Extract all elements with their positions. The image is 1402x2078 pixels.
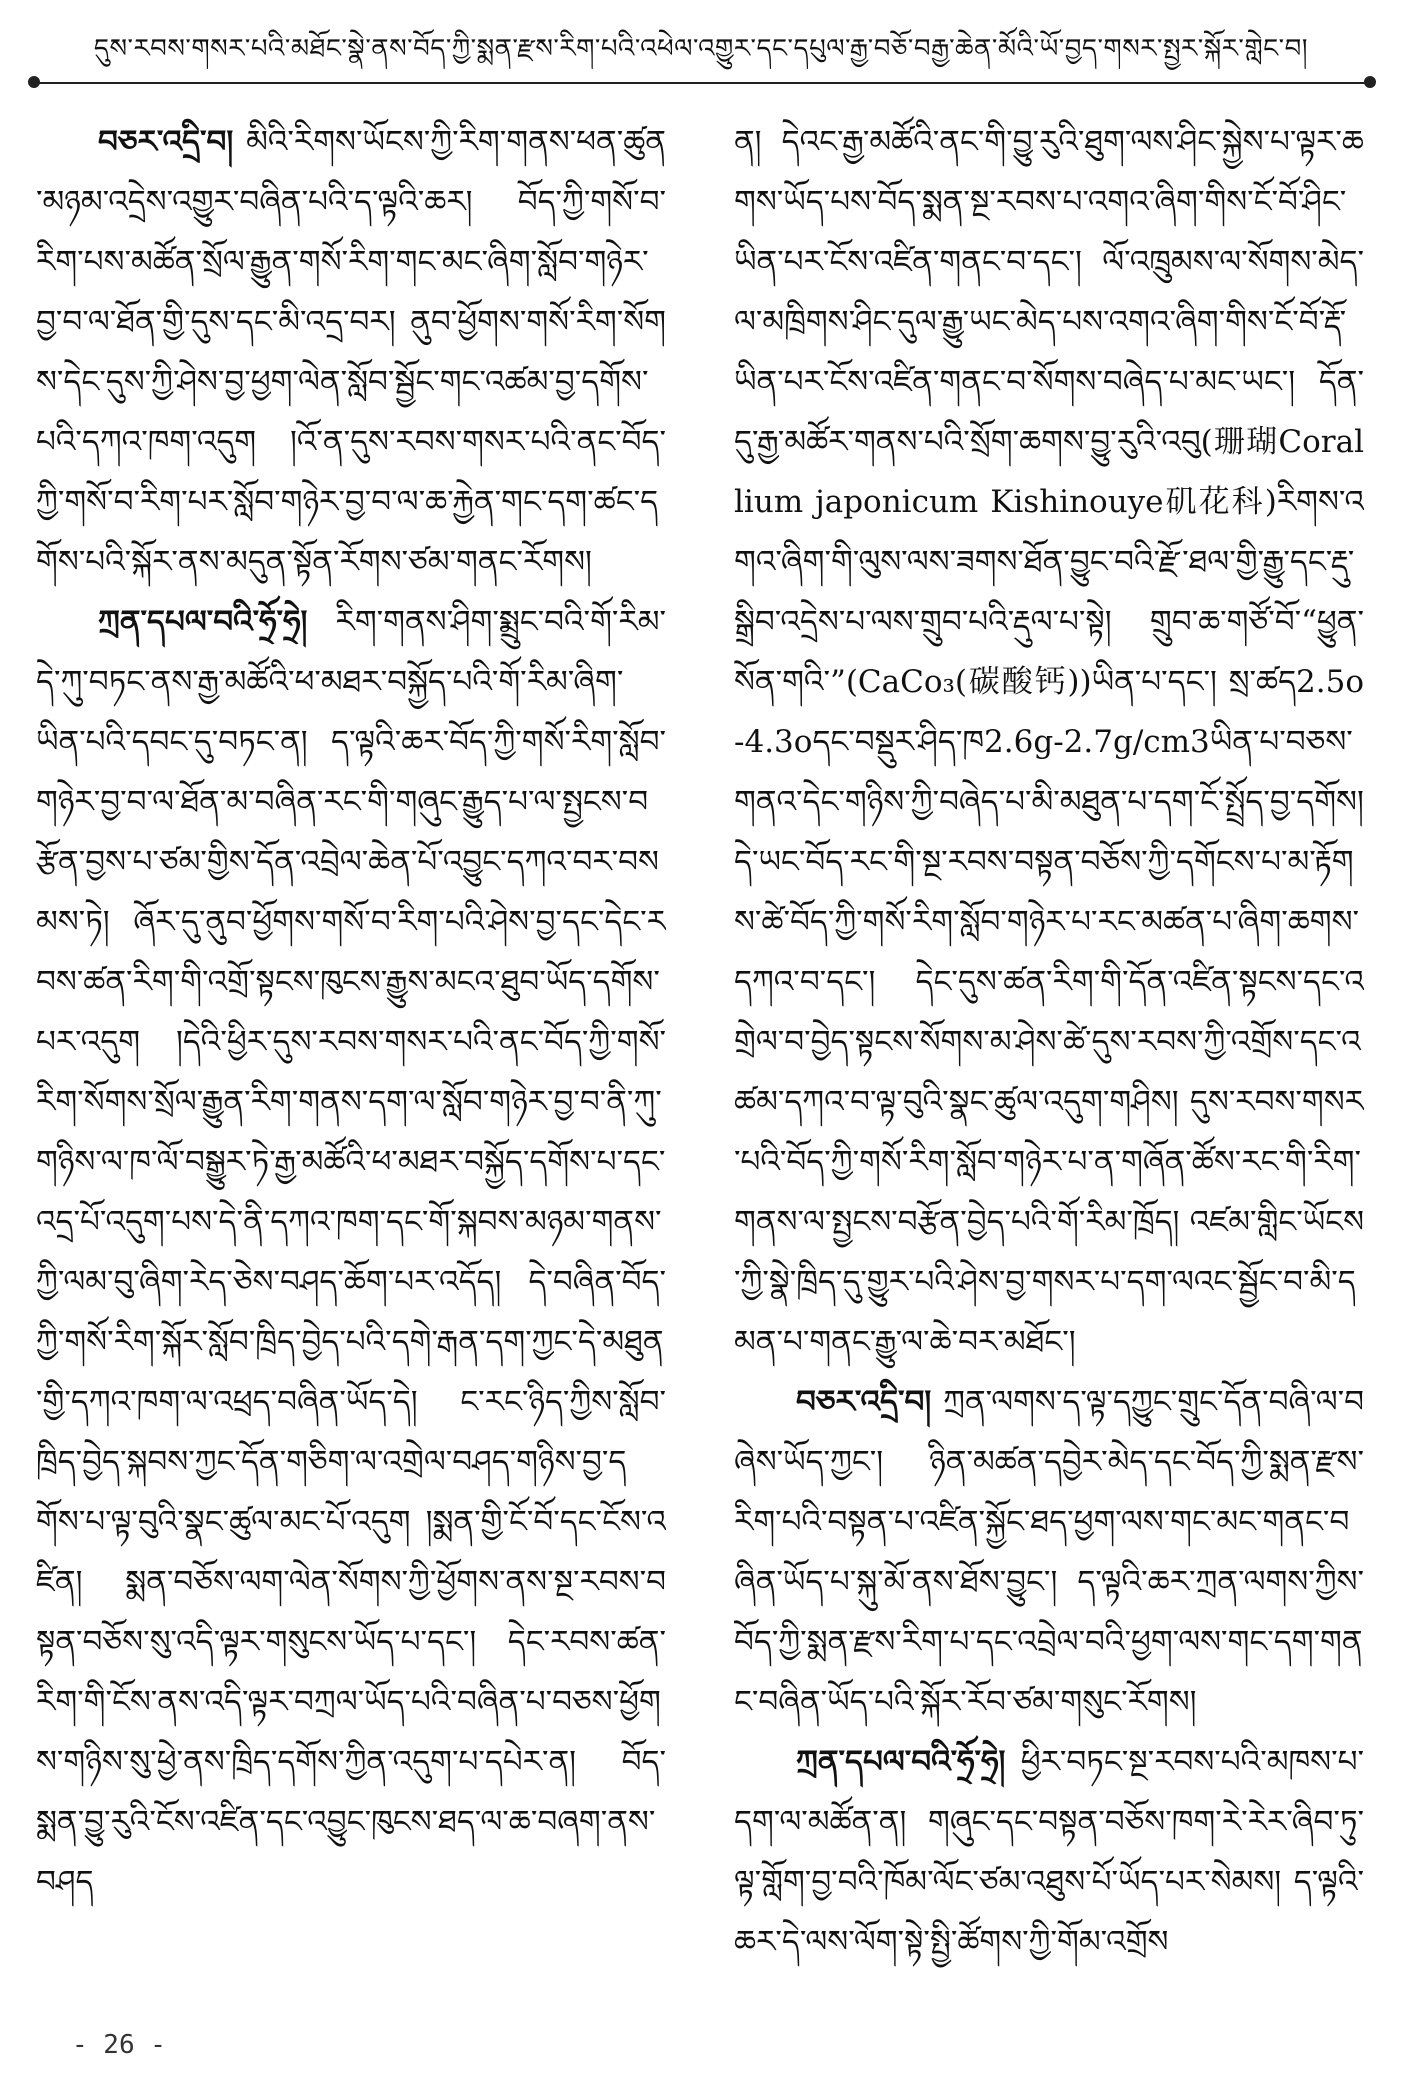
- speaker-label: ཀྲན་དཔལ་བའི་ཧྲོ་ཧྲེ།: [796, 1744, 1006, 1780]
- paragraph-text: རིག་གནས་ཤིག་སྨྲུང་བའི་གོ་རིམ་དེ་ཀུ་བཏང་ནས་རྒྱ་མཚོའི་ཕ་མཐར་བསྐྱོད་པའི་གོ་རིམ་ཞིག་ཡིན་པའི་དབང་དུ་བཏང་ན། ད་ལྟའི་ཆར་བོད་ཀྱི་གསོ་རིག་སློབ་གཉེར་བྱ་བ་ལ་ཐོན་མ་བཞིན་རང་གི་གཞུང་རྒྱུད་པ་ལ་སྤྱངས་བརྩོན་བྱས་པ་ཙམ་གྱིས་དོན་འབྲེལ་ཆེན་པོ་འབྱུང་དཀའ་བར་བསམས་ཏེ། ཞོར་དུ་ནུབ་ཕྱོགས་གསོ་བ་རིག་པའི་ཤེས་བྱ་དང་དེང་རབས་ཚན་རིག་གི་འགྲོ་སྟངས་ཁུངས་རྒྱུས་མངའ་ཐུབ་ཡོད་དགོས་པར་འདུག །དེའི་ཕྱིར་དུས་རབས་གསར་པའི་ནང་བོད་ཀྱི་གསོ་རིག་སོགས་སྲོལ་རྒྱུན་རིག་གནས་དག་ལ་སློབ་གཉེར་བྱ་བ་ནི་ཀུ་གཉིས་ལ་ཁ་ལོ་བསྒྱུར་ཏེ་རྒྱ་མཚོའི་ཕ་མཐར་བསྐྱོད་དགོས་པ་དང་འདྲ་པོ་འདུག་པས་དེ་ནི་དཀའ་ཁག་དང་གོ་སྐབས་མཉམ་གནས་ཀྱི་ལམ་བུ་ཞིག་རེད་ཅེས་བཤད་ཆོག་པར་འདོད། དེ་བཞིན་བོད་ཀྱི་གསོ་རིག་སྐོར་སློབ་ཁྲིད་བྱེད་པའི་དགེ་རྒན་དག་ཀྱང་དེ་མཐུན་གྱི་དཀའ་ཁག་ལ་འཕྲད་བཞིན་ཡོད་དེ། ང་རང་ཉིད་ཀྱིས་སློབ་ཁྲིད་བྱེད་སྐབས་ཀྱང་དོན་གཅིག་ལ་འགྲེལ་བཤད་གཉིས་བྱ་དགོས་པ་ལྟ་བུའི་སྣང་ཚུལ་མང་པོ་འདུག །སྨན་གྱི་ངོ་བོ་དང་ངོས་འཛིན། སྨན་བཅོས་ལག་ལེན་སོགས་ཀྱི་ཕྱོགས་ནས་སྔ་རབས་བསྟན་བཅོས་སུ་འདི་ལྟར་གསུངས་ཡོད་པ་དང་། དེང་རབས་ཚན་རིག་གི་ངོས་ནས་འདི་ལྟར་བཀྲལ་ཡོད་པའི་བཞིན་པ་བཅས་ཕྱོགས་གཉིས་སུ་ཕྱེ་ནས་ཁྲིད་དགོས་ཀྱིན་འདུག་པ་དཔེར་ན། བོད་སྨན་བྱུ་རུའི་ངོས་འཛིན་དང་འབྱུང་ཁུངས་ཐད་ལ་ཆ་བཞག་ནས་བཤད: [36, 604, 666, 1900]
- paragraph: [734, 1372, 1364, 1732]
- speaker-label: ཀྲན་དཔལ་བའི་ཧྲོ་ཧྲེ།: [98, 604, 308, 640]
- paragraph: [734, 112, 1364, 1372]
- rule-end-dot-left: [28, 76, 40, 88]
- paragraph-text: ཕྱིར་བཏང་སྔ་རབས་པའི་མཁས་པ་དག་ལ་མཚོན་ན། གཞུང་དང་བསྟན་བཅོས་ཁག་རེ་རེར་ཞིབ་ཏུ་ལྟ་གློག་བྱ་བའི་ཁོམ་ལོང་ཙམ་འཐུས་པོ་ཡོད་པར་སེམས། ད་ལྟའི་ཆར་དེ་ལས་ལོག་སྟེ་སྤྱི་ཚོགས་ཀྱི་གོམ་འགྲོས: [734, 1744, 1364, 1960]
- paragraph: [36, 112, 666, 592]
- paragraph-text: ན། དེའང་རྒྱ་མཚོའི་ནང་གི་བྱུ་རུའི་ཐུག་ལས་ཤིང་སྐྱེས་པ་ལྟར་ཆགས་ཡོད་པས་བོད་སྨན་སྔ་རབས་པ་འགའ་ཞིག་གིས་ངོ་བོ་ཤིང་ཡིན་པར་ངོས་འཛིན་གནང་བ་དང་། ལོ་འཁྲུམས་ལ་སོགས་མེད་ལ་མཁྲིགས་ཤིང་དུལ་རྒྱུ་ཡང་མེད་པས་འགའ་ཞིག་གིས་ངོ་བོ་རྡོ་ཡིན་པར་ངོས་འཛིན་གནང་བ་སོགས་བཞེད་པ་མང་ཡང་། དོན་དུ་རྒྱ་མཚོར་གནས་པའི་སྲོག་ཆགས་བྱུ་རུའི་འབུ(珊瑚Corallium japonicum Kishinouye矶花科)རིགས་འགའ་ཞིག་གི་ལུས་ལས་ཟགས་ཐོན་བྱུང་བའི་རྫོ་ཐལ་གྱི་རྒྱུ་དང་རྡུ་སྒྲིབ་འདྲེས་པ་ལས་གྲུབ་པའི་རྡུལ་པ་སྟེ། གྲུབ་ཆ་གཙོ་བོ་“ཕྱུན་སོན་གའི་”(CaCo₃(碳酸钙))ཡིན་པ་དང་། སྲ་ཚད2.5o-4.3oདང་བསྡུར་ཤིད་ཁ2.6g-2.7g/cm3ཡིན་པ་བཅས་གནའ་དེང་གཉིས་ཀྱི་བཞེད་པ་མི་མཐུན་པ་དག་ངོ་སྤྲོད་བྱ་དགོས། དེ་ཡང་བོད་རང་གི་སྔ་རབས་བསྟན་བཅོས་ཀྱི་དགོངས་པ་མ་རྟོགས་ཚེ་བོད་ཀྱི་གསོ་རིག་སློབ་གཉེར་པ་རང་མཚན་པ་ཞིག་ཆགས་དཀའ་བ་དང་། དེང་དུས་ཚན་རིག་གི་དོན་འཛིན་སྟངས་དང་འགྲེལ་བ་བྱེད་སྟངས་སོགས་མ་ཤེས་ཚེ་དུས་རབས་ཀྱི་འགྲོས་དང་འཚམ་དཀའ་བ་ལྟ་བུའི་སྣང་ཚུལ་འདུག་གཤིས། དུས་རབས་གསར་པའི་བོད་ཀྱི་གསོ་རིག་སློབ་གཉེར་པ་ན་གཞོན་ཚོས་རང་གི་རིག་གནས་ལ་སྤྱངས་བརྩོན་བྱེད་པའི་གོ་རིམ་ཁྲོད། འཛམ་གླིང་ཡོངས་ཀྱི་སྣེ་ཁྲིད་དུ་གྱུར་པའི་ཤེས་བྱ་གསར་པ་དག་ལའང་སྦྱོང་བ་མི་དམན་པ་གནང་རྒྱུ་ལ་ཆེ་བར་མཐོང་།: [734, 124, 1364, 1360]
- running-header: དུས་རབས་གསར་པའི་མཐོང་སྣེ་ནས་བོད་ཀྱི་སྨན་རྫས་རིག་པའི་འཕེལ་འགྱུར་དང་དཔུལ་རྒྱ་བཅོ་བརྒྱ་ཆེན་མོའི་ཡོ་བྱད་གསར་སྤྱར་སྐོར་གླེང་བ།: [93, 34, 1309, 64]
- speaker-label: བཅར་འདྲི་བ།: [796, 1384, 932, 1420]
- header-rule: [30, 82, 1374, 84]
- paragraph-text: ཀྲན་ལགས་ད་ལྟ་དཀྱུང་གྲུང་དོན་བཞི་ལ་བཞེས་ཡོད་ཀྱང་། ཉིན་མཚན་དབྱེར་མེད་དང་བོད་ཀྱི་སྨན་རྫས་རིག་པའི་བསྟན་པ་འཛིན་སྐྱོང་ཐད་ཕྱག་ལས་གང་མང་གནང་བཞིན་ཡོད་པ་སྐུ་མོ་ནས་ཐོས་བྱུང་། ད་ལྟའི་ཆར་ཀྲན་ལགས་ཀྱིས་བོད་ཀྱི་སྨན་རྫས་རིག་པ་དང་འབྲེལ་བའི་ཕྱག་ལས་གང་དག་གནང་བཞིན་ཡོད་པའི་སྐོར་རོབ་ཙམ་གསུང་རོགས།: [734, 1384, 1364, 1720]
- paragraph-text: མིའི་རིགས་ཡོངས་ཀྱི་རིག་གནས་ཕན་ཚུན་མཉམ་འདྲེས་འགྱུར་བཞིན་པའི་ད་ལྟའི་ཆར། བོད་ཀྱི་གསོ་བ་རིག་པས་མཚོན་སྲོལ་རྒྱུན་གསོ་རིག་གང་མང་ཞིག་སློབ་གཉེར་བྱ་བ་ལ་ཐོན་གྱི་དུས་དང་མི་འདྲ་བར། ནུབ་ཕྱོགས་གསོ་རིག་སོགས་དེང་དུས་ཀྱི་ཤེས་བྱ་ཕྱག་ལེན་སློབ་སྦྱོང་གང་འཚམ་བྱ་དགོས་པའི་དཀའ་ཁག་འདུག །འོ་ན་དུས་རབས་གསར་པའི་ནང་བོད་ཀྱི་གསོ་བ་རིག་པར་སློབ་གཉེར་བྱ་བ་ལ་ཆ་རྐྱེན་གང་དག་ཚང་དགོས་པའི་སྐོར་ནས་མདུན་སྟོན་རོགས་ཙམ་གནང་རོགས།: [36, 124, 666, 580]
- paragraph: [36, 592, 666, 1912]
- right-column: [734, 112, 1364, 1992]
- rule-end-dot-right: [1364, 76, 1376, 88]
- speaker-label: བཅར་འདྲི་བ།: [98, 124, 234, 160]
- page-number: - 26 -: [72, 2030, 166, 2060]
- left-column: [36, 112, 666, 1992]
- paragraph: [734, 1732, 1364, 1972]
